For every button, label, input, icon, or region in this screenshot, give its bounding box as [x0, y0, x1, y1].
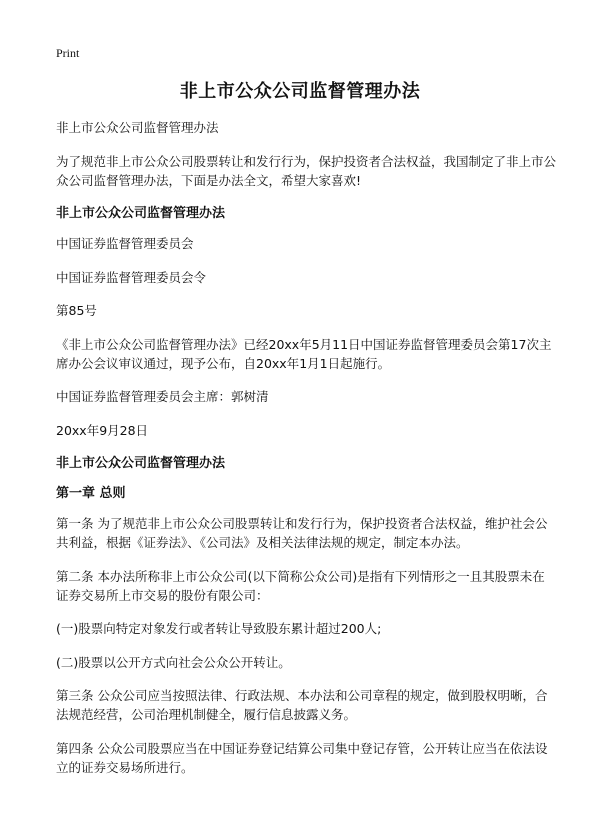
article-2-item-1: (一)股票向特定对象发行或者转让导致股东累计超过200人;: [56, 621, 382, 636]
paragraph-chairman: 中国证券监督管理委员会主席：郭树清: [56, 389, 269, 404]
chapter-heading: 第一章 总则: [56, 486, 126, 501]
paragraph-order-number: 第85号: [56, 303, 97, 318]
article-2-item-2: (二)股票以公开方式向社会公众公开转让。: [56, 654, 291, 670]
paragraph-date: 20xx年9月28日: [56, 422, 149, 438]
paragraph-order: 中国证券监督管理委员会令: [56, 269, 207, 285]
page-title: 非上市公众公司监督管理办法: [179, 81, 421, 102]
article-3: 第三条 公众公司应当按照法律、行政法规、本办法和公司章程的规定，做到股权明晰，合法规范经营，公司治理机制健全，履行信息披露义务。: [56, 688, 548, 722]
article-4: 第四条 公众公司股票应当在中国证券登记结算公司集中登记存管，公开转让应当在依法设立的证券交易场所进行。: [56, 740, 548, 775]
print-link[interactable]: Print: [56, 46, 80, 60]
article-1: 第一条 为了规范非上市公众公司股票转让和发行行为，保护投资者合法权益，维护社会公共利益，根据《证券法》、《公司法》及相关法律法规的规定，制定本办法。: [56, 516, 548, 550]
paragraph-intro-heading: 非上市公众公司监督管理办法: [56, 120, 219, 135]
section-heading: 非上市公众公司监督管理办法: [56, 456, 226, 471]
paragraph-issuer: 中国证券监督管理委员会: [56, 236, 194, 251]
paragraph-intro: 为了规范非上市公众公司股票转让和发行行为，保护投资者合法权益，我国制定了非上市公众公司监督管理办法，下面是办法全文，希望大家喜欢!: [56, 153, 557, 188]
section-heading: 非上市公众公司监督管理办法: [56, 206, 226, 221]
article-body: [56, 118, 556, 791]
article-2: 第二条 本办法所称非上市公众公司(以下简称公众公司)是指有下列情形之一且其股票未在证券交易所上市交易的股份有限公司：: [56, 568, 545, 603]
paragraph-announcement: 《非上市公众公司监督管理办法》已经20xx年5月11日中国证券监督管理委员会第17次主席办公会议审议通过，现予公布，自20xx年1月1日起施行。: [56, 336, 552, 371]
